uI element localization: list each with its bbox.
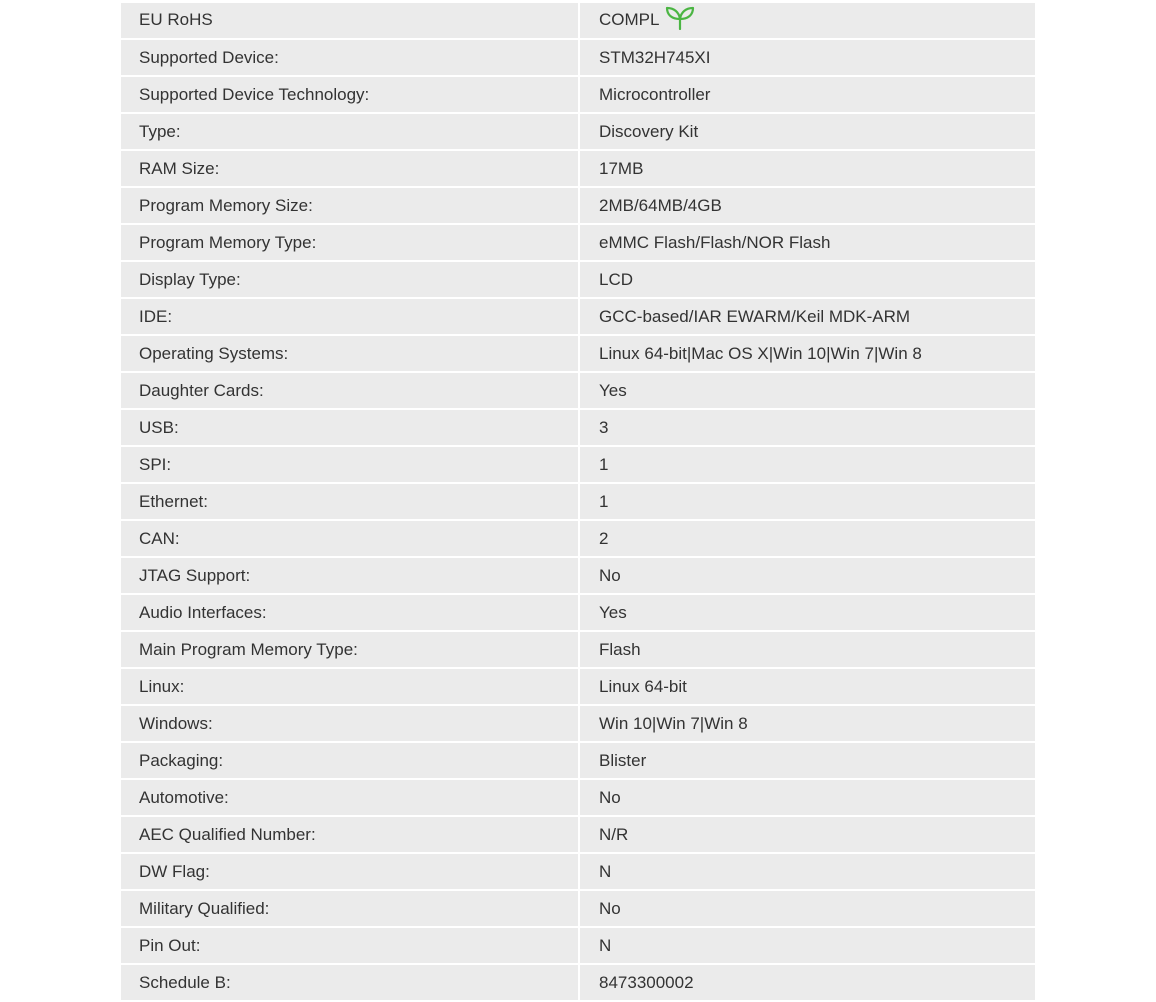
spec-label: Pin Out: — [121, 927, 579, 964]
spec-label: DW Flag: — [121, 853, 579, 890]
spec-label: Program Memory Size: — [121, 187, 579, 224]
spec-label: Type: — [121, 113, 579, 150]
spec-table — [121, 3, 1035, 1002]
spec-label: Ethernet: — [121, 483, 579, 520]
spec-row — [121, 187, 1035, 224]
spec-row-eu-rohs — [121, 3, 1035, 39]
spec-row — [121, 853, 1035, 890]
spec-label: Schedule B: — [121, 964, 579, 1001]
spec-value: 2 — [579, 520, 1035, 557]
spec-row — [121, 335, 1035, 372]
spec-row — [121, 927, 1035, 964]
spec-value: Microcontroller — [579, 76, 1035, 113]
spec-label: Linux: — [121, 668, 579, 705]
spec-row — [121, 261, 1035, 298]
spec-value: STM32H745XI — [579, 39, 1035, 76]
spec-label: JTAG Support: — [121, 557, 579, 594]
spec-value: 1 — [579, 483, 1035, 520]
spec-row — [121, 224, 1035, 261]
spec-value: No — [579, 890, 1035, 927]
spec-row — [121, 557, 1035, 594]
spec-label: Daughter Cards: — [121, 372, 579, 409]
spec-label: USB: — [121, 409, 579, 446]
spec-row — [121, 113, 1035, 150]
spec-row — [121, 372, 1035, 409]
spec-row — [121, 39, 1035, 76]
spec-label: Audio Interfaces: — [121, 594, 579, 631]
spec-value: Flash — [579, 631, 1035, 668]
spec-row — [121, 76, 1035, 113]
spec-label: Supported Device: — [121, 39, 579, 76]
spec-value: N — [579, 853, 1035, 890]
spec-row — [121, 779, 1035, 816]
spec-value: 8473300002 — [579, 964, 1035, 1001]
spec-label: Main Program Memory Type: — [121, 631, 579, 668]
spec-value: Linux 64-bit|Mac OS X|Win 10|Win 7|Win 8 — [579, 335, 1035, 372]
spec-row — [121, 298, 1035, 335]
spec-label: CAN: — [121, 520, 579, 557]
spec-label: Supported Device Technology: — [121, 76, 579, 113]
spec-label: EU RoHS — [121, 3, 579, 39]
spec-label: Display Type: — [121, 261, 579, 298]
spec-row — [121, 594, 1035, 631]
spec-value: 1 — [579, 446, 1035, 483]
spec-row — [121, 150, 1035, 187]
spec-value: No — [579, 779, 1035, 816]
spec-label: Packaging: — [121, 742, 579, 779]
spec-label: SPI: — [121, 446, 579, 483]
spec-row — [121, 409, 1035, 446]
spec-label: Military Qualified: — [121, 890, 579, 927]
spec-value: LCD — [579, 261, 1035, 298]
spec-value: No — [579, 557, 1035, 594]
spec-value: N/R — [579, 816, 1035, 853]
spec-row — [121, 631, 1035, 668]
spec-row — [121, 742, 1035, 779]
spec-label: Program Memory Type: — [121, 224, 579, 261]
spec-row — [121, 890, 1035, 927]
spec-row — [121, 520, 1035, 557]
spec-label: IDE: — [121, 298, 579, 335]
spec-value: 2MB/64MB/4GB — [579, 187, 1035, 224]
spec-value: N — [579, 927, 1035, 964]
spec-label: AEC Qualified Number: — [121, 816, 579, 853]
spec-value: Yes — [579, 372, 1035, 409]
spec-value: Blister — [579, 742, 1035, 779]
spec-value: Yes — [579, 594, 1035, 631]
spec-label: Operating Systems: — [121, 335, 579, 372]
spec-row — [121, 483, 1035, 520]
leaf-icon — [665, 6, 695, 30]
spec-value-cell — [579, 3, 1035, 39]
spec-value: GCC-based/IAR EWARM/Keil MDK-ARM — [579, 298, 1035, 335]
spec-value: eMMC Flash/Flash/NOR Flash — [579, 224, 1035, 261]
spec-row — [121, 705, 1035, 742]
spec-value: 3 — [579, 409, 1035, 446]
spec-label: Automotive: — [121, 779, 579, 816]
spec-label: Windows: — [121, 705, 579, 742]
spec-row — [121, 816, 1035, 853]
spec-row — [121, 668, 1035, 705]
spec-value: Discovery Kit — [579, 113, 1035, 150]
spec-row — [121, 964, 1035, 1001]
spec-row — [121, 446, 1035, 483]
spec-label: RAM Size: — [121, 150, 579, 187]
spec-value: Win 10|Win 7|Win 8 — [579, 705, 1035, 742]
spec-value: 17MB — [579, 150, 1035, 187]
spec-value: COMPL — [599, 10, 660, 29]
spec-value: Linux 64-bit — [579, 668, 1035, 705]
